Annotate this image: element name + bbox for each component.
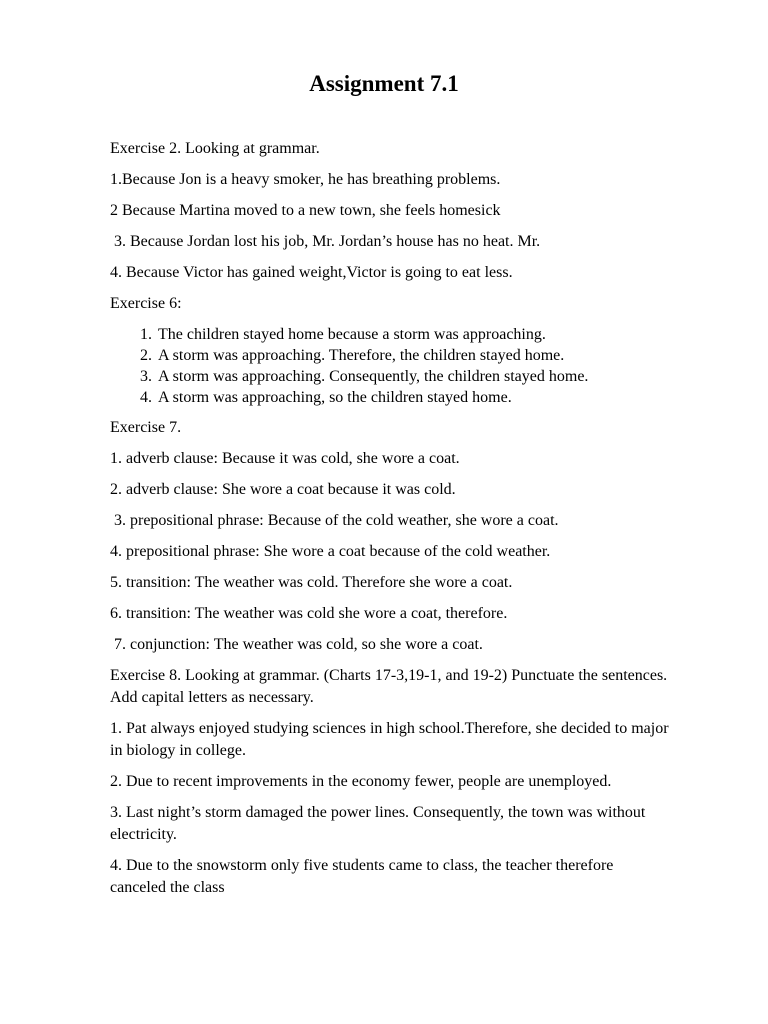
exercise-8-item: 2. Due to recent improvements in the economy fewer, people are unemployed. [110,773,612,790]
exercise-2-item: 3. Because Jordan lost his job, Mr. Jordan’s house has no heat. Mr. [110,233,541,250]
exercise-2-heading: Exercise 2. Looking at grammar. [110,140,320,157]
exercise-8-heading: Exercise 8. Looking at grammar. (Charts 17-3,19-1, and 19-2) Punctuate the sentences. Add capital letters as necessary. [110,667,668,706]
exercise-8-item: 4. Due to the snowstorm only five students came to class, the teacher therefore canceled the class [110,857,614,896]
exercise-2-item: 1.Because Jon is a heavy smoker, he has breathing problems. [110,171,501,188]
exercise-7-heading: Exercise 7. [110,419,182,436]
list-item: 1. The children stayed home because a storm was approaching. [156,324,670,345]
exercise-2-item: 4. Because Victor has gained weight,Victor is going to eat less. [110,264,513,281]
exercise-7-item: 1. adverb clause: Because it was cold, she wore a coat. [110,450,460,467]
exercise-7-item: 7. conjunction: The weather was cold, so she wore a coat. [110,636,483,653]
exercise-8-item: 1. Pat always enjoyed studying sciences in high school.Therefore, she decided to major in biology in college. [110,720,669,759]
list-item: 4. A storm was approaching, so the children stayed home. [156,387,670,408]
page-title: Assignment 7.1 [309,71,459,96]
exercise-2-item: 2 Because Martina moved to a new town, she feels homesick [110,202,501,219]
exercise-7-item: 6. transition: The weather was cold she wore a coat, therefore. [110,605,508,622]
document-body [110,138,670,908]
exercise-7-item: 4. prepositional phrase: She wore a coat because of the cold weather. [110,543,551,560]
exercise-6-heading: Exercise 6: [110,295,182,312]
exercise-7-item: 5. transition: The weather was cold. Therefore she wore a coat. [110,574,513,591]
list-item: 2. A storm was approaching. Therefore, the children stayed home. [156,345,670,366]
exercise-8-item: 3. Last night’s storm damaged the power lines. Consequently, the town was without electricity. [110,804,646,843]
exercise-7-item: 2. adverb clause: She wore a coat because it was cold. [110,481,456,498]
list-item: 3. A storm was approaching. Consequently, the children stayed home. [156,366,670,387]
exercise-7-item: 3. prepositional phrase: Because of the cold weather, she wore a coat. [110,512,559,529]
exercise-6-list [110,324,670,408]
